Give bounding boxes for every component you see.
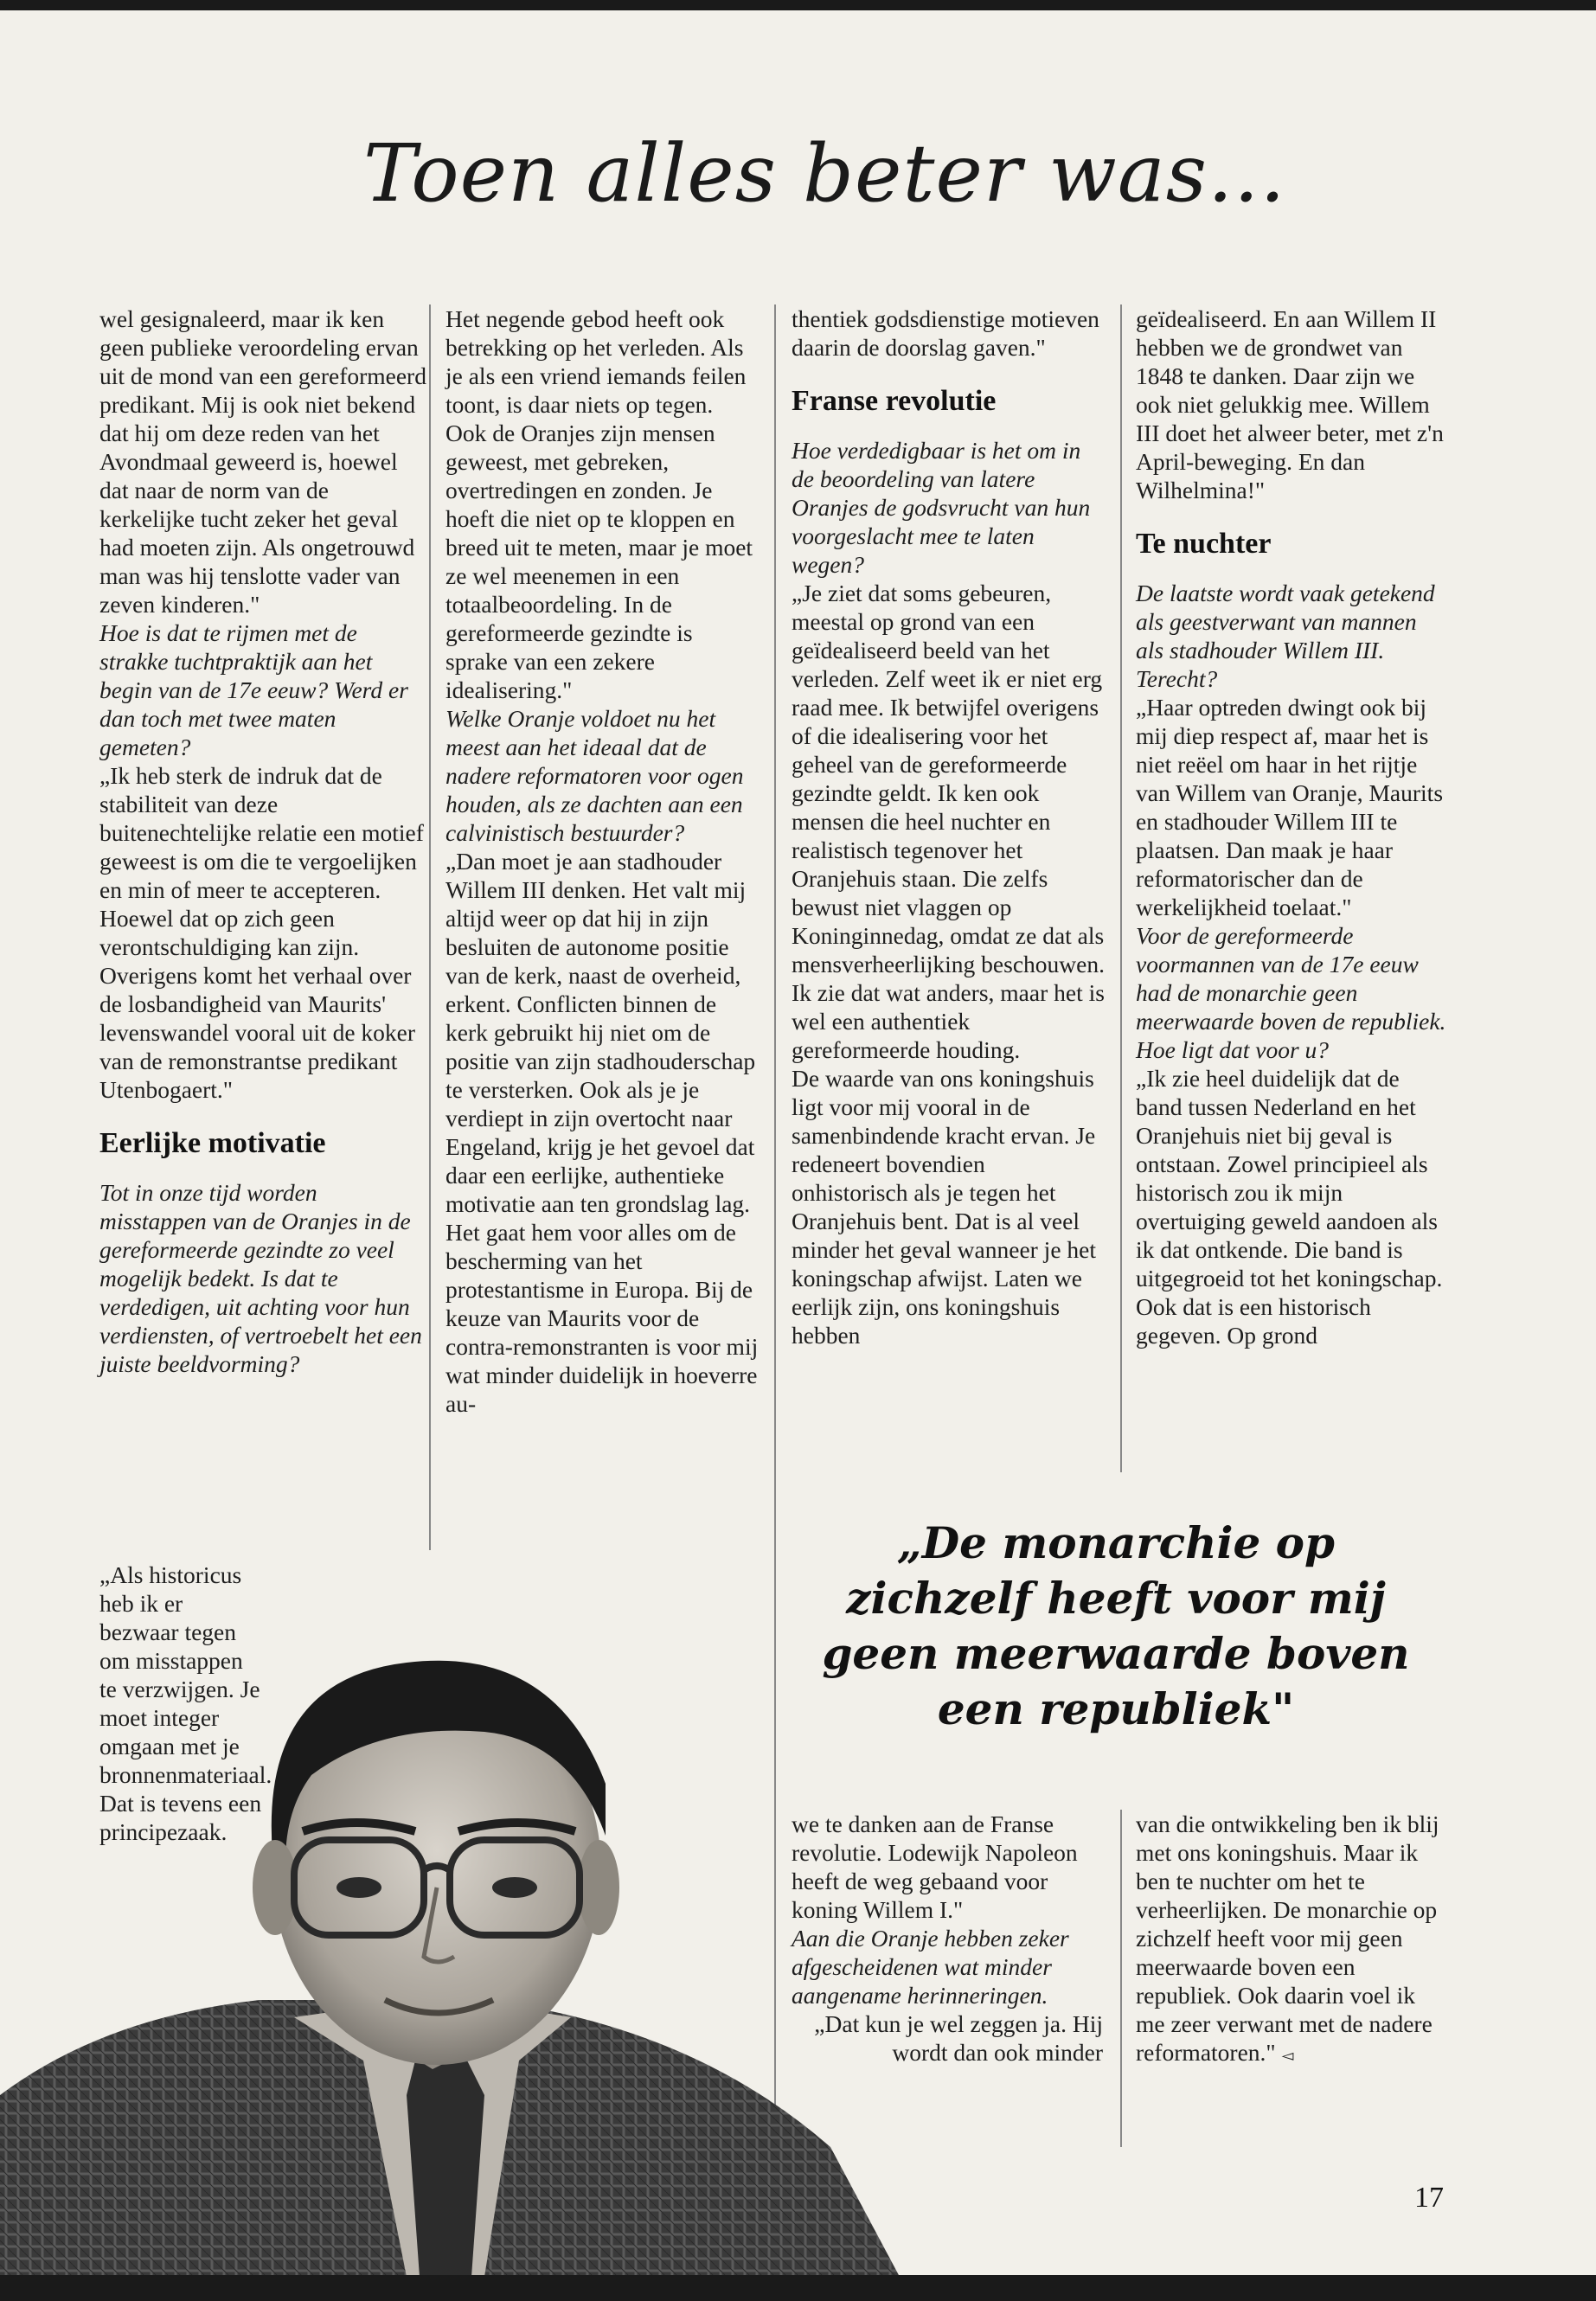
portrait-photo xyxy=(0,1611,900,2275)
interview-question: Tot in onze tijd worden misstappen van de Oranjes in de gereformeerde gezindte zo veel mogelijk bedekt. Is dat te verdedigen, uit achting voor hun verdiensten, of vertroebelt het een juiste beeldvorming? xyxy=(99,1179,422,1377)
column-divider xyxy=(429,304,431,1550)
paragraph xyxy=(1136,1810,1447,2070)
article-title: Toen alles beter was... xyxy=(363,127,1286,220)
paragraph: we te danken aan de Franse revolutie. Lodewijk Napoleon heeft de weg gebaand voor koning Willem I." xyxy=(792,1811,1078,1923)
interview-question: De laatste wordt vaak getekend als geestverwant van mannen als stadhouder Willem III. Terecht? xyxy=(1136,580,1435,692)
page-number: 17 xyxy=(1414,2182,1444,2214)
column-4-lower xyxy=(1136,1810,1447,2070)
magazine-page xyxy=(0,10,1596,2275)
column-1 xyxy=(99,304,428,1378)
column-divider xyxy=(1120,304,1122,1472)
section-heading: Eerlijke motivatie xyxy=(99,1127,326,1159)
paragraph: De waarde van ons koningshuis ligt voor mij vooral in de samenbindende kracht ervan. Je redeneert bovendien onhistorisch als je tegen het Oranjehuis bent. Dat is al veel minder het geval wanneer je het koningschap afwijst. Laten we eerlijk zijn, ons koningshuis hebben xyxy=(792,1065,1096,1349)
paragraph: „Dan moet je aan stadhouder Willem III denken. Het valt mij altijd weer op dat hij in zijn besluiten de autonome positie van de kerk, naast de overheid, erkent. Conflicten binnen de kerk gebruikt hij niet om de positie van zijn stadhouderschap te versterken. Ook als je je verdiept in zijn overtocht naar Engeland, krijg je het gevoel dat daar een eerlijke, authentieke motivatie aan ten grondslag lag. Het gaat hem voor alles om de bescherming van het protestantisme in Europa. Bij de keuze van Maurits voor de contra-remonstranten is voor mij wat minder duidelijk in hoeverre au- xyxy=(445,848,759,1417)
paragraph-text: van die ontwikkeling ben ik blij met ons koningshuis. Maar ik ben te nuchter om het te verheerlijken. De monarchie op zichzelf heeft voor mij geen meerwaarde boven een republiek. Ook daarin voel ik me zeer verwant met de nadere reformatoren." xyxy=(1136,1811,1439,2066)
interview-question: Voor de gereformeerde voormannen van de 17e eeuw had de monarchie geen meerwaarde boven de republiek. Hoe ligt dat voor u? xyxy=(1136,922,1446,1063)
paragraph: „Dat kun je wel zeggen ja. Hij wordt dan ook minder xyxy=(814,2010,1103,2066)
column-4 xyxy=(1136,304,1447,1349)
pull-quote: „De monarchie op zichzelf heeft voor mij geen meerwaarde boven een republiek" xyxy=(822,1517,1410,1734)
section-heading: Te nuchter xyxy=(1136,528,1272,560)
paragraph: thentiek godsdienstige motieven daarin de doorslag gaven." xyxy=(792,305,1099,361)
paragraph: „Ik zie heel duidelijk dat de band tussen Nederland en het Oranjehuis niet bij geval is ontstaan. Zowel principieel als historisch zou ik mijn overtuiging geweld aandoen als ik dat ontkende. Die band is uitgegroeid tot het koningschap. Ook dat is een historisch gegeven. Op grond xyxy=(1136,1065,1443,1349)
paragraph: „Je ziet dat soms gebeuren, meestal op grond van een geïdealiseerd beeld van het verleden. Zelf weet ik er niet erg raad mee. Ik betwijfel overigens of die idealisering voor het geheel van de gereformeerde gezindte geldt. Ik ken ook mensen die heel nuchter en realistisch tegenover het Oranjehuis staan. Die zelfs bewust niet vlaggen op Koninginnedag, omdat ze dat als mensverheerlijking beschouwen. Ik zie dat wat anders, maar het is wel een authentiek gereformeerde houding. xyxy=(792,580,1105,1063)
column-divider xyxy=(1120,1810,1122,2147)
paragraph: wel gesignaleerd, maar ik ken geen publieke veroordeling ervan uit de mond van een gereformeerd predikant. Mij is ook niet bekend dat hij om deze reden van het Avondmaal geweerd is, hoewel dat naar de norm van de kerkelijke tucht zeker het geval had moeten zijn. Als ongetrouwd man was hij tenslotte vader van zeven kinderen." xyxy=(99,305,426,618)
column-3 xyxy=(792,304,1105,1349)
paragraph: „Haar optreden dwingt ook bij mij diep respect af, maar het is niet reëel om haar in het rijtje van Willem van Oranje, Maurits en stadhouder Willem III te plaatsen. Dan maak je haar reformatorischer dan de werkelijkheid toelaat." xyxy=(1136,694,1444,920)
column-2 xyxy=(445,304,759,1418)
interview-question: Hoe verdedigbaar is het om in de beoordeling van latere Oranjes de godsvrucht van hun voorgeslacht mee te laten wegen? xyxy=(792,437,1091,578)
interview-question: Aan die Oranje hebben zeker afgescheidenen wat minder aangename herinneringen. xyxy=(792,1925,1069,2009)
paragraph: geïdealiseerd. En aan Willem II hebben we de grondwet van 1848 te danken. Daar zijn we ook niet gelukkig mee. Willem III doet het alweer beter, met z'n April-beweging. En dan Wilhelmina!" xyxy=(1136,305,1444,503)
paragraph: Het negende gebod heeft ook betrekking op het verleden. Als je als een vriend iemands feilen toont, is daar niets op tegen. Ook de Oranjes zijn mensen geweest, met gebreken, overtredingen en zonden. Je hoeft die niet op te kloppen en breed uit te meten, maar je moet ze wel meenemen in een totaalbeoordeling. In de gereformeerde gezindte is sprake van een zekere idealisering." xyxy=(445,305,753,703)
paragraph: „Ik heb sterk de indruk dat de stabiliteit van deze buitenechtelijke relatie een motief geweest is om die te vergoelijken en min of meer te accepteren. Hoewel dat op zich geen verontschuldiging kan zijn. Overigens komt het verhaal over de losbandigheid van Maurits' levenswandel vooral uit de koker van de remonstrantse predikant Utenbogaert." xyxy=(99,762,424,1103)
interview-question: Welke Oranje voldoet nu het meest aan het ideaal dat de nadere reformatoren voor ogen houden, als ze dachten aan een calvinistisch bestuurder? xyxy=(445,705,744,846)
end-of-article-mark: ◅ xyxy=(1281,2047,1294,2064)
section-heading: Franse revolutie xyxy=(792,385,997,417)
interview-question: Hoe is dat te rijmen met de strakke tuchtpraktijk aan het begin van de 17e eeuw? Werd er dan toch met twee maten gemeten? xyxy=(99,619,408,760)
paragraph: „Als historicus heb ik er bezwaar tegen om misstappen te verzwijgen. Je moet integer omgaan met je bronnenmateriaal. Dat is tevens een principezaak. xyxy=(99,1561,272,1845)
